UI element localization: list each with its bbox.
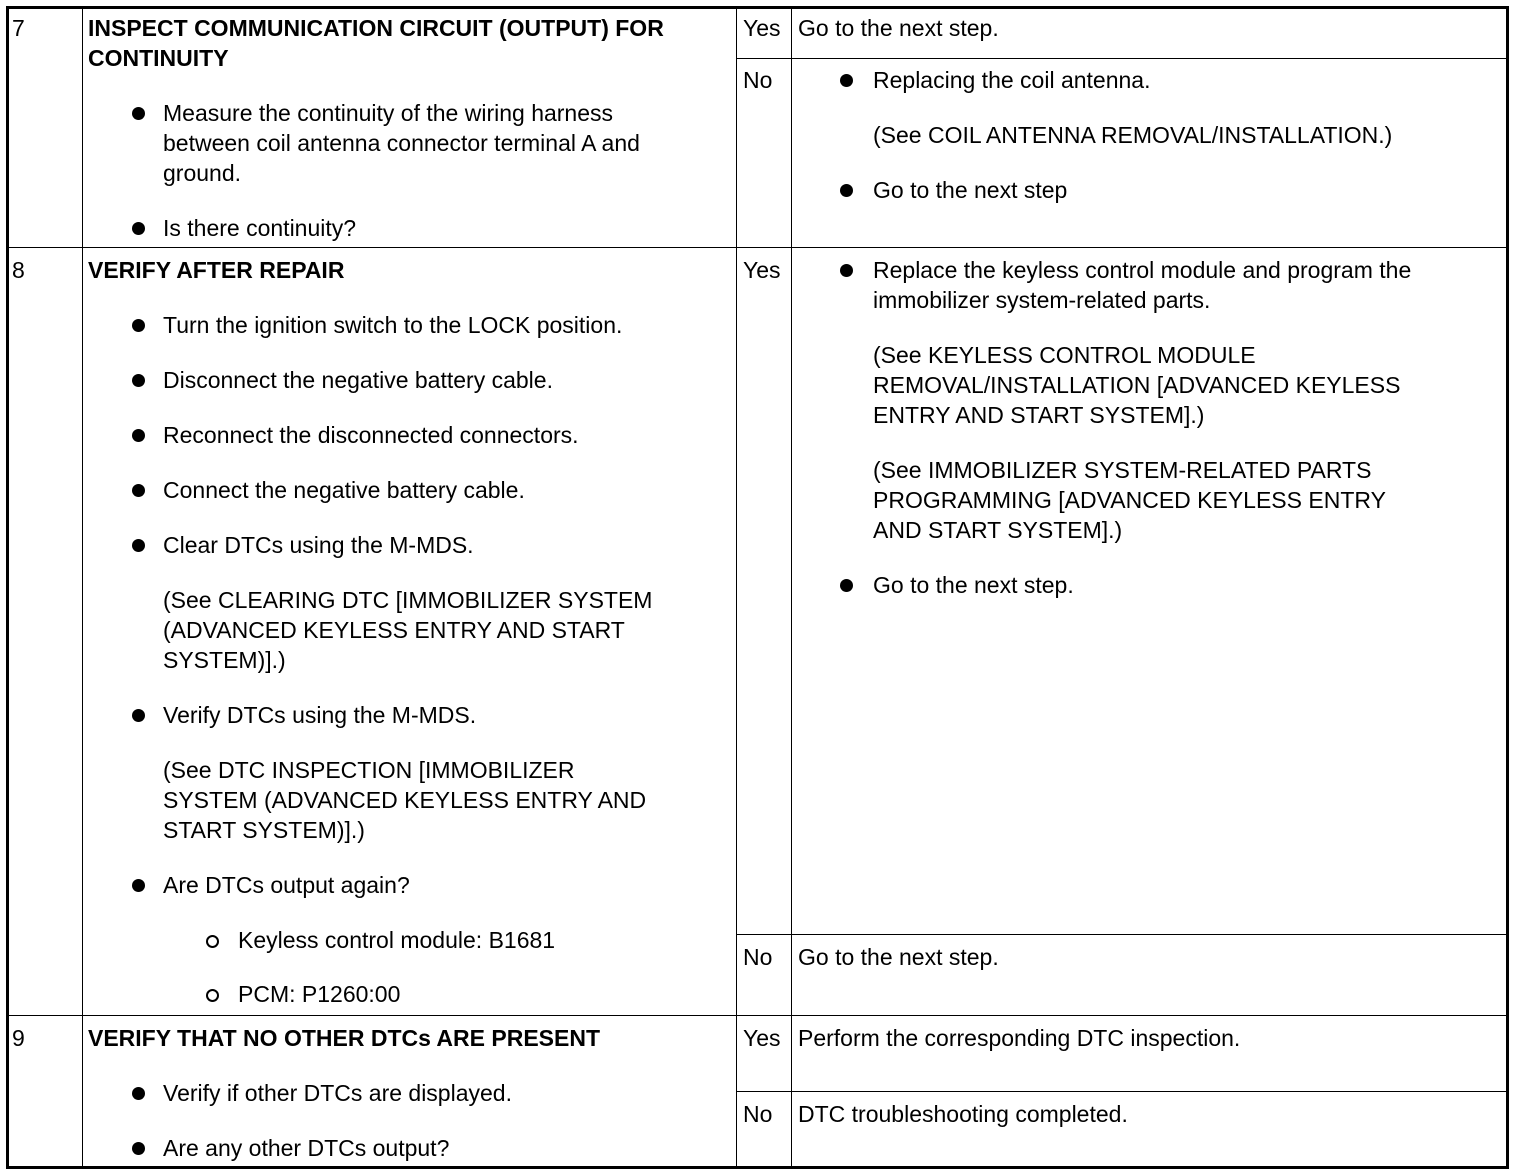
result-item: Go to the next step. xyxy=(873,572,1074,598)
bullet-icon xyxy=(132,319,145,332)
yes-result: Go to the next step. xyxy=(798,15,999,41)
bullet-icon xyxy=(132,484,145,497)
no-label: No xyxy=(743,67,773,93)
action-text: Turn the ignition switch to the LOCK position. xyxy=(163,312,623,338)
step-number: 7 xyxy=(12,15,25,41)
no-label: No xyxy=(743,1101,773,1127)
yes-label: Yes xyxy=(743,15,781,41)
result-divider xyxy=(736,1091,1506,1092)
step-number: 8 xyxy=(12,257,25,283)
row-divider xyxy=(9,247,1506,248)
result-item: Go to the next step xyxy=(873,177,1068,203)
sub-item-text: PCM: P1260:00 xyxy=(238,981,401,1007)
reference-note: SYSTEM)].) xyxy=(163,647,286,673)
bullet-icon xyxy=(132,879,145,892)
reference-note: (See COIL ANTENNA REMOVAL/INSTALLATION.) xyxy=(873,122,1393,148)
result-item: Replacing the coil antenna. xyxy=(873,67,1151,93)
sub-bullet-icon xyxy=(206,935,219,948)
action-text: Verify DTCs using the M-MDS. xyxy=(163,702,477,728)
step-title: CONTINUITY xyxy=(88,45,229,71)
sub-item-text: Keyless control module: B1681 xyxy=(238,927,556,953)
reference-note: REMOVAL/INSTALLATION [ADVANCED KEYLESS xyxy=(873,372,1401,398)
no-label: No xyxy=(743,944,773,970)
action-text: Is there continuity? xyxy=(163,215,357,241)
bullet-icon xyxy=(840,264,853,277)
reference-note: (See KEYLESS CONTROL MODULE xyxy=(873,342,1256,368)
action-text: Reconnect the disconnected connectors. xyxy=(163,422,579,448)
no-result: Go to the next step. xyxy=(798,944,999,970)
action-text: Clear DTCs using the M-MDS. xyxy=(163,532,474,558)
sub-bullet-icon xyxy=(206,989,219,1002)
result-item: Replace the keyless control module and program the xyxy=(873,257,1412,283)
step-number: 9 xyxy=(12,1025,25,1051)
reference-note: START SYSTEM)].) xyxy=(163,817,365,843)
column-divider xyxy=(791,9,792,1166)
bullet-icon xyxy=(132,374,145,387)
bullet-icon xyxy=(132,539,145,552)
reference-note: AND START SYSTEM].) xyxy=(873,517,1123,543)
column-divider xyxy=(82,9,83,1166)
bullet-icon xyxy=(132,709,145,722)
column-divider xyxy=(736,9,737,1166)
reference-note: (See IMMOBILIZER SYSTEM-RELATED PARTS xyxy=(873,457,1372,483)
bullet-icon xyxy=(132,107,145,120)
yes-label: Yes xyxy=(743,1025,781,1051)
action-text: Are any other DTCs output? xyxy=(163,1135,450,1161)
action-text: between coil antenna connector terminal A and xyxy=(163,130,640,156)
bullet-icon xyxy=(132,222,145,235)
action-text: Disconnect the negative battery cable. xyxy=(163,367,553,393)
yes-label: Yes xyxy=(743,257,781,283)
bullet-icon xyxy=(132,1087,145,1100)
step-title: VERIFY AFTER REPAIR xyxy=(88,257,345,283)
reference-note: (See CLEARING DTC [IMMOBILIZER SYSTEM xyxy=(163,587,653,613)
action-text: ground. xyxy=(163,160,242,186)
action-text: Measure the continuity of the wiring harness xyxy=(163,100,614,126)
action-text: Verify if other DTCs are displayed. xyxy=(163,1080,512,1106)
bullet-icon xyxy=(840,184,853,197)
reference-note: (See DTC INSPECTION [IMMOBILIZER xyxy=(163,757,575,783)
reference-note: PROGRAMMING [ADVANCED KEYLESS ENTRY xyxy=(873,487,1386,513)
step-title: INSPECT COMMUNICATION CIRCUIT (OUTPUT) FOR xyxy=(88,15,664,41)
bullet-icon xyxy=(840,74,853,87)
bullet-icon xyxy=(132,429,145,442)
action-text: Connect the negative battery cable. xyxy=(163,477,525,503)
row-divider xyxy=(9,1015,1506,1016)
step-title: VERIFY THAT NO OTHER DTCs ARE PRESENT xyxy=(88,1025,601,1051)
no-result: DTC troubleshooting completed. xyxy=(798,1101,1128,1127)
result-item: immobilizer system-related parts. xyxy=(873,287,1211,313)
result-divider xyxy=(736,58,1506,59)
result-divider xyxy=(736,934,1506,935)
reference-note: ENTRY AND START SYSTEM].) xyxy=(873,402,1205,428)
bullet-icon xyxy=(840,579,853,592)
bullet-icon xyxy=(132,1142,145,1155)
action-text: Are DTCs output again? xyxy=(163,872,410,898)
reference-note: (ADVANCED KEYLESS ENTRY AND START xyxy=(163,617,625,643)
reference-note: SYSTEM (ADVANCED KEYLESS ENTRY AND xyxy=(163,787,647,813)
yes-result: Perform the corresponding DTC inspection. xyxy=(798,1025,1241,1051)
